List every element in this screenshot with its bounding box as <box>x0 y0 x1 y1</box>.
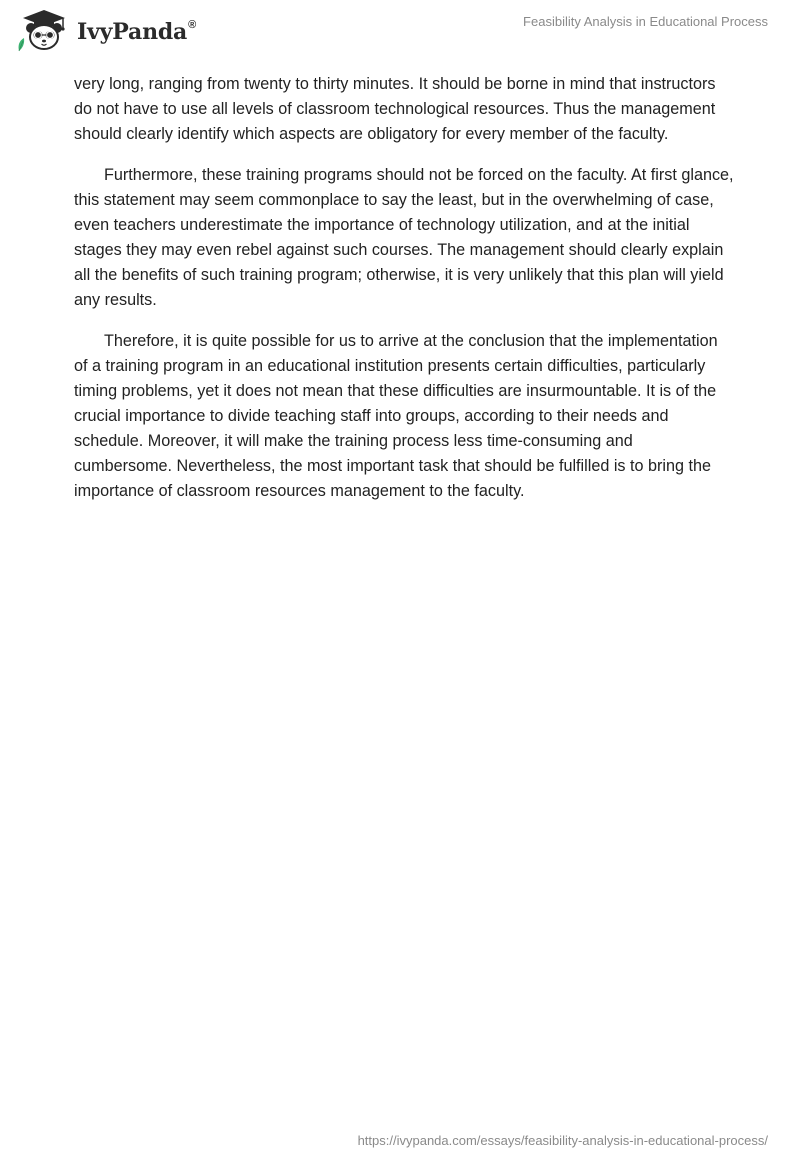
paragraph: Furthermore, these training programs should not be forced on the faculty. At first glance, this statement may seem commonplace to say the least, but in the overwhelming of case, even teachers underestimate the importance of technology utilization, and at the initial stages they may even rebel against such courses. The management should clearly explain all the benefits of such training program; otherwise, it is very unlikely that this plan will yield any results. <box>74 166 734 309</box>
essay-body <box>74 72 734 520</box>
page-header <box>0 0 800 60</box>
brand-name: IvyPanda® <box>77 18 197 45</box>
paragraph: Therefore, it is quite possible for us to arrive at the conclusion that the implementation of a training program in an educational institution presents certain difficulties, particularly timing problems, yet it does not mean that these difficulties are insurmountable. It is of the crucial importance to divide teaching staff into groups, according to their needs and schedule. Moreover, it will make the training process less time-consuming and cumbersome. Nevertheless, the most important task that should be fulfilled is to bring the importance of classroom resources management to the faculty. <box>74 332 718 500</box>
panda-graduate-icon <box>15 8 73 52</box>
paragraph-continuation: very long, ranging from twenty to thirty minutes. It should be borne in mind that instructors do not have to use all levels of classroom technological resources. Thus the management should clearly identify which aspects are obligatory for every member of the faculty. <box>74 75 716 143</box>
registered-mark: ® <box>188 18 197 31</box>
brand-logo[interactable] <box>15 8 196 52</box>
document-title: Feasibility Analysis in Educational Process <box>523 14 768 29</box>
source-url[interactable]: https://ivypanda.com/essays/feasibility-analysis-in-educational-process/ <box>357 1133 768 1148</box>
